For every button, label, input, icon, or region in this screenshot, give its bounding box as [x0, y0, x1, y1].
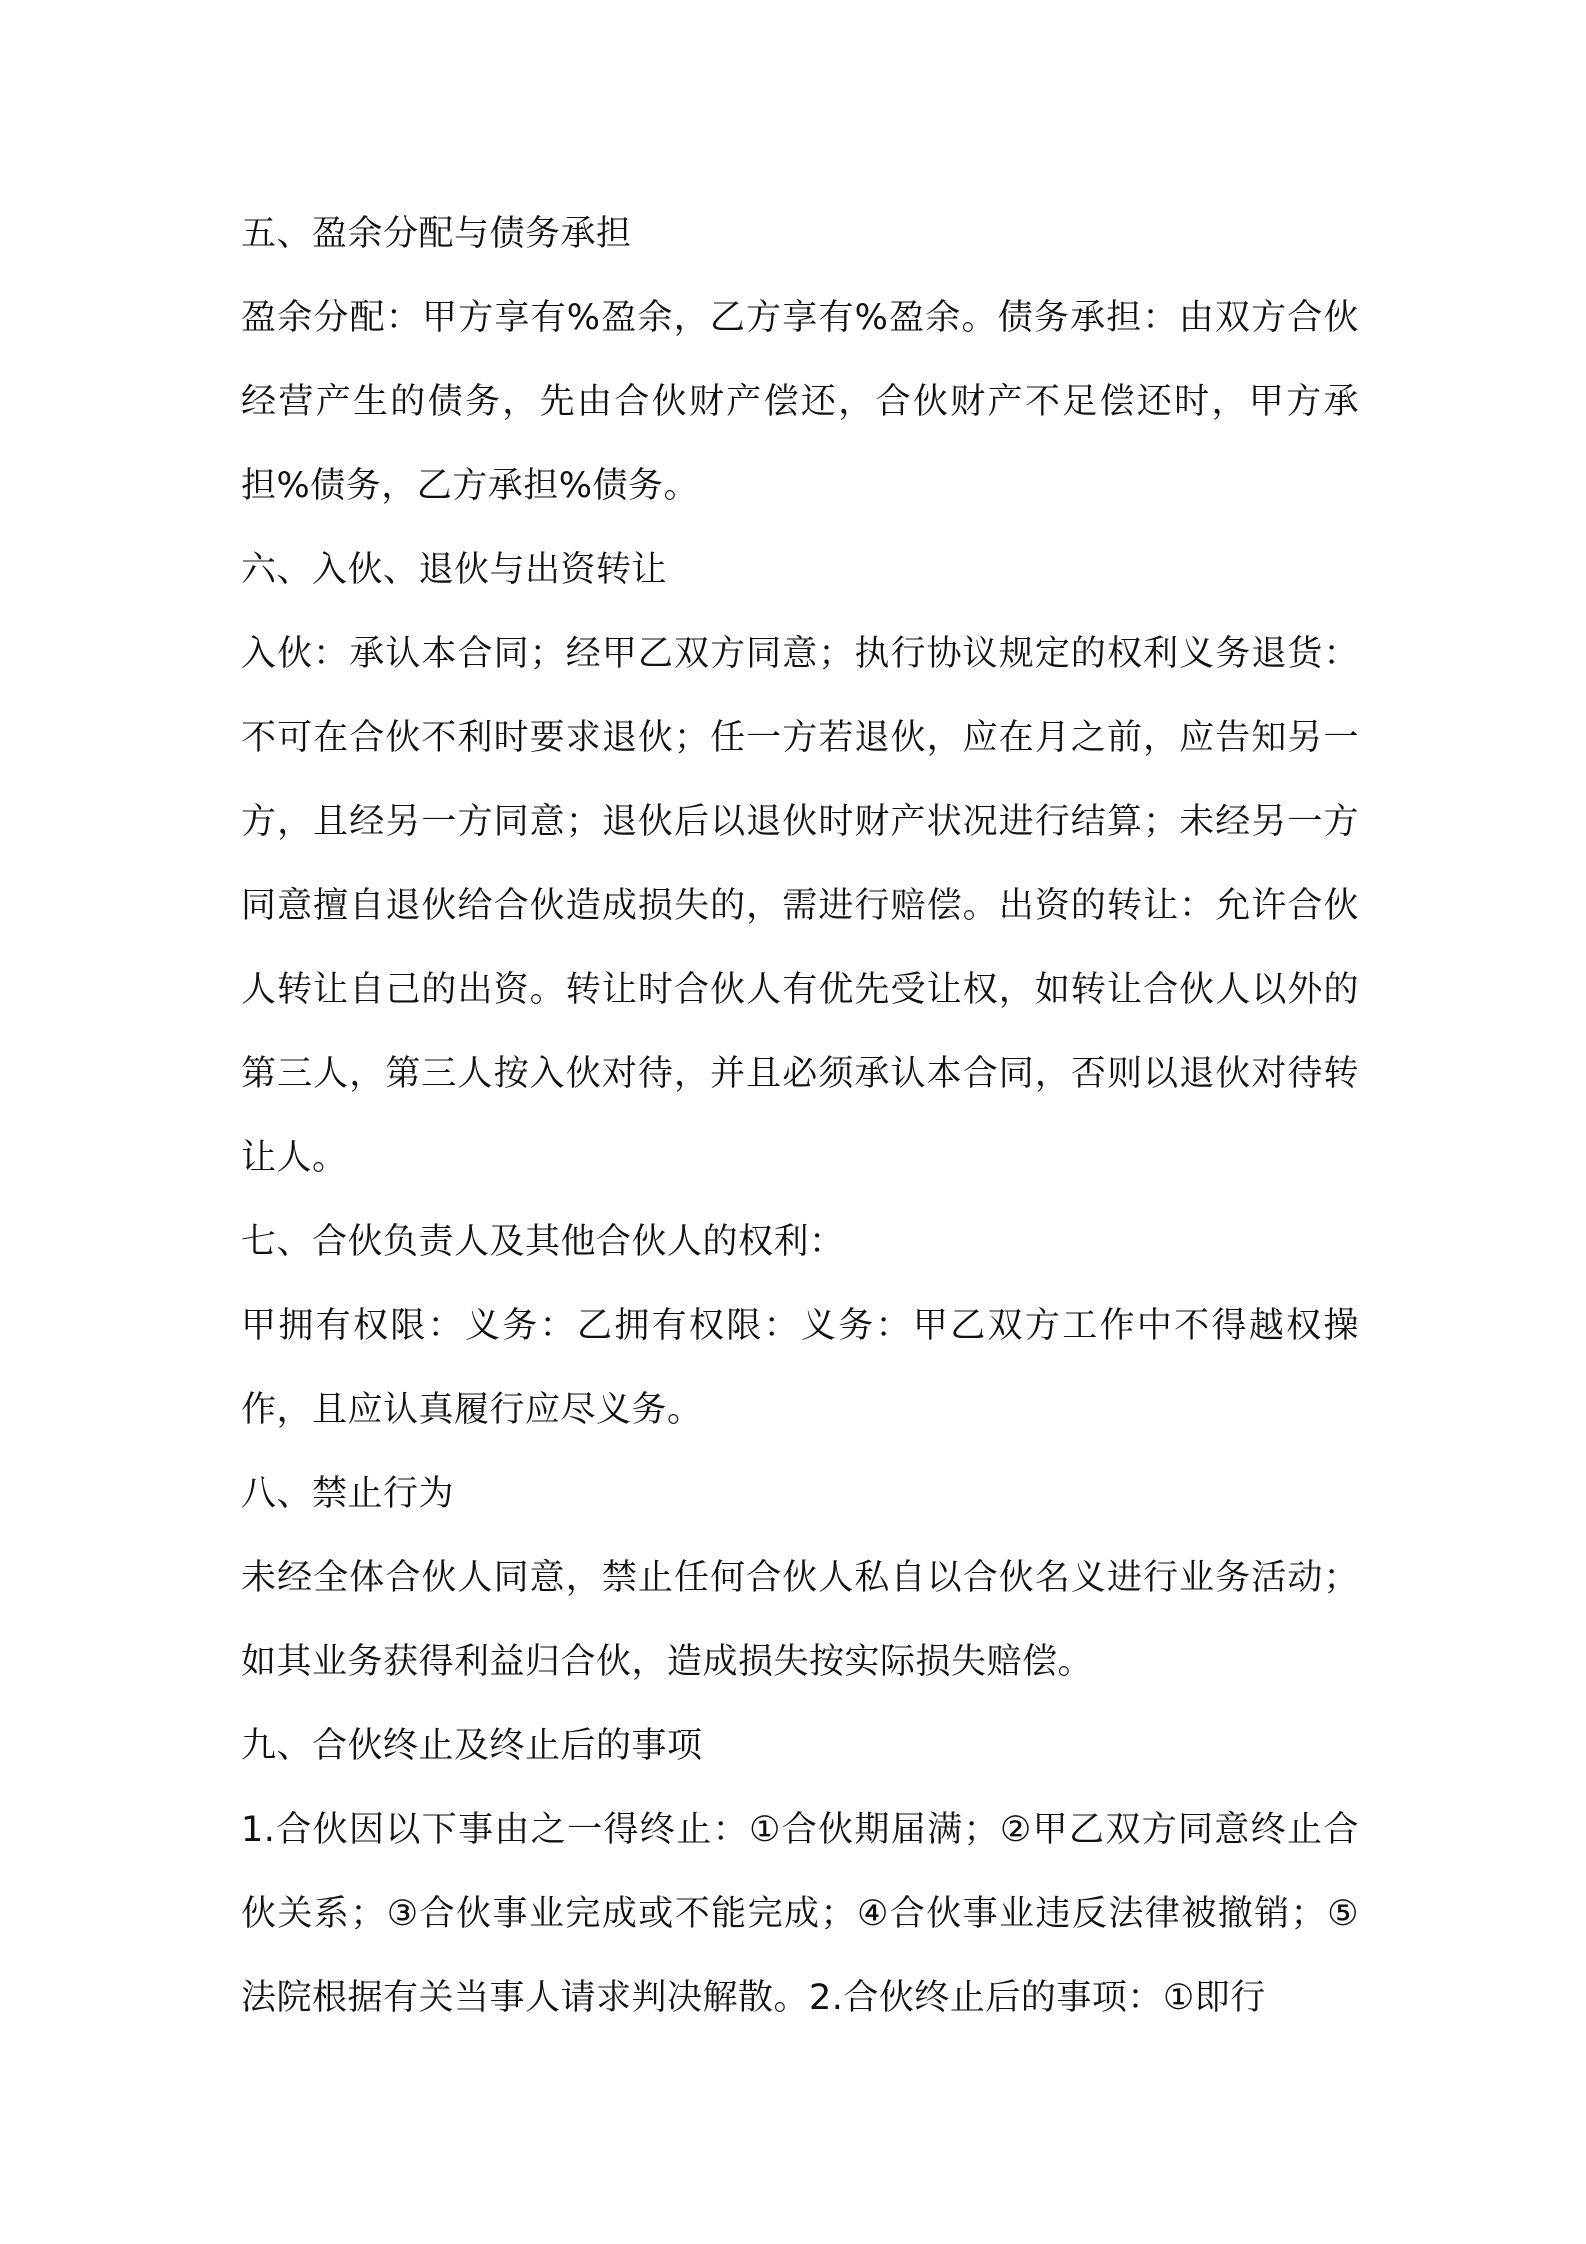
- section-heading-profit-debt: 五、盈余分配与债务承担: [241, 214, 632, 254]
- section-paragraph-profit-debt: 盈余分配：甲方享有%盈余，乙方享有%盈余。债务承担：由双方合伙经营产生的债务，先由合伙财产偿还，合伙财产不足偿还时，甲方承担%债务，乙方承担%债务。: [241, 298, 1359, 506]
- section-paragraph-prohibited-acts: 未经全体合伙人同意，禁止任何合伙人私自以合伙名义进行业务活动；如其业务获得利益归合伙，造成损失按实际损失赔偿。: [241, 1558, 1359, 1682]
- section-paragraph-termination: 1.合伙因以下事由之一得终止：①合伙期届满；②甲乙双方同意终止合伙关系；③合伙事业完成或不能完成；④合伙事业违反法律被撤销；⑤法院根据有关当事人请求判决解散。2.合伙终止后的事项：①即行: [241, 1810, 1359, 2018]
- section-heading-partner-rights: 七、合伙负责人及其他合伙人的权利：: [241, 1222, 845, 1262]
- section-paragraph-partner-rights: 甲拥有权限：义务：乙拥有权限：义务：甲乙双方工作中不得越权操作，且应认真履行应尽义务。: [241, 1306, 1359, 1430]
- section-heading-prohibited-acts: 八、禁止行为: [241, 1474, 455, 1514]
- section-paragraph-join-withdraw-transfer: 入伙：承认本合同；经甲乙双方同意；执行协议规定的权利义务退货：不可在合伙不利时要求退伙；任一方若退伙，应在月之前，应告知另一方，且经另一方同意；退伙后以退伙时财产状况进行结算；未经另一方同意擅自退伙给合伙造成损失的，需进行赔偿。出资的转让：允许合伙人转让自己的出资。转让时合伙人有优先受让权，如转让合伙人以外的第三人，第三人按入伙对待，并且必须承认本合同，否则以退伙对待转让人。: [241, 634, 1359, 1178]
- document-body: [241, 192, 1359, 2040]
- section-heading-join-withdraw-transfer: 六、入伙、退伙与出资转让: [241, 550, 668, 590]
- section-heading-termination: 九、合伙终止及终止后的事项: [241, 1726, 703, 1766]
